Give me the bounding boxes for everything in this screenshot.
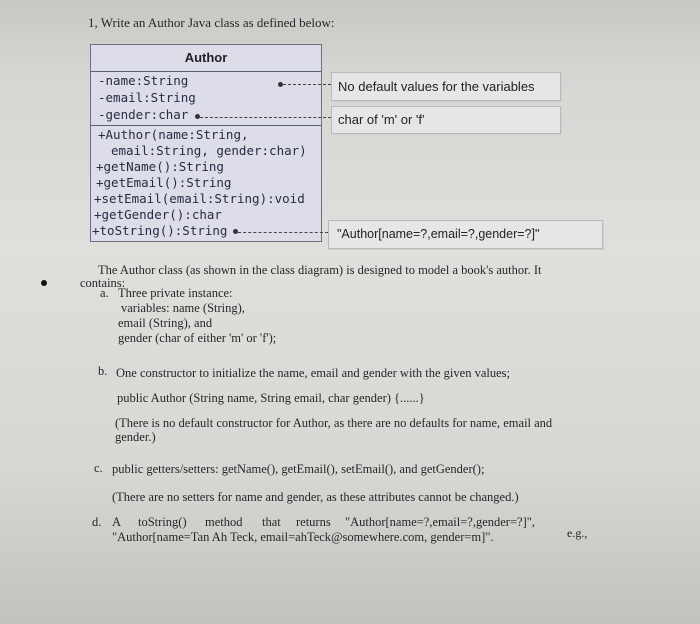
uml-method: +getGender():char xyxy=(94,207,222,222)
item-d-example: "Author[name=Tan Ah Teck, email=ahTeck@somewhere.com, gender=m]". xyxy=(112,530,494,544)
uml-class-box xyxy=(90,44,322,242)
uml-attribute: -name:String xyxy=(98,73,189,88)
item-marker: b. xyxy=(98,364,108,378)
uml-class-name: Author xyxy=(184,50,228,65)
item-d-word: A xyxy=(112,515,122,529)
item-a-line: gender (char of either 'm' or 'f'); xyxy=(118,331,277,345)
uml-method: +toString():String xyxy=(92,223,228,238)
item-d-word: returns xyxy=(296,515,331,529)
item-d-word: that xyxy=(262,515,281,529)
item-d-word: "Author[name=?,email=?,gender=?]", xyxy=(345,515,535,529)
item-a-line: email (String), and xyxy=(118,316,213,330)
intro-text: The Author class (as shown in the class diagram) is designed to model a book's author. It xyxy=(98,263,542,277)
uml-method: email:String, gender:char) xyxy=(111,143,307,158)
item-d-word: e.g., xyxy=(567,526,588,540)
uml-attribute: -email:String xyxy=(98,90,196,105)
uml-divider xyxy=(91,71,321,72)
item-marker: d. xyxy=(92,515,102,529)
uml-divider xyxy=(91,125,321,126)
item-b-note: (There is no default constructor for Author, as there are no defaults for name, email and xyxy=(115,416,553,430)
uml-method: +getEmail():String xyxy=(96,175,232,190)
item-marker: a. xyxy=(100,286,109,300)
connector-line xyxy=(283,84,331,85)
item-c-title: public getters/setters: getName(), getEmail(), setEmail(), and getGender(); xyxy=(112,462,485,476)
item-c-note: (There are no setters for name and gender, as these attributes cannot be changed.) xyxy=(112,490,519,504)
note-tostring-format: "Author[name=?,email=?,gender=?]" xyxy=(328,220,603,249)
note-no-defaults: No default values for the variables xyxy=(331,72,561,101)
note-gender-char: char of 'm' or 'f' xyxy=(331,106,561,134)
uml-method: +setEmail(email:String):void xyxy=(94,191,305,206)
item-b-title: One constructor to initialize the name, email and gender with the given values; xyxy=(116,366,510,380)
item-b-code: public Author (String name, String email, char gender) {......} xyxy=(117,391,425,405)
intro-text: contains: xyxy=(80,276,126,290)
item-marker: c. xyxy=(94,461,103,475)
uml-method: +Author(name:String, xyxy=(98,127,249,142)
item-d-word: method xyxy=(205,515,243,529)
item-d-word: toString() xyxy=(138,515,187,529)
uml-method: +getName():String xyxy=(96,159,224,174)
uml-attribute: -gender:char xyxy=(98,107,189,122)
item-b-note: gender.) xyxy=(115,430,156,444)
bullet-mark xyxy=(41,280,47,286)
exercise-heading: 1, Write an Author Java class as defined below: xyxy=(88,15,335,30)
connector-line xyxy=(200,117,331,118)
connector-line xyxy=(238,232,328,233)
item-a-title: Three private instance: xyxy=(118,286,233,300)
item-a-line: variables: name (String), xyxy=(121,301,245,315)
